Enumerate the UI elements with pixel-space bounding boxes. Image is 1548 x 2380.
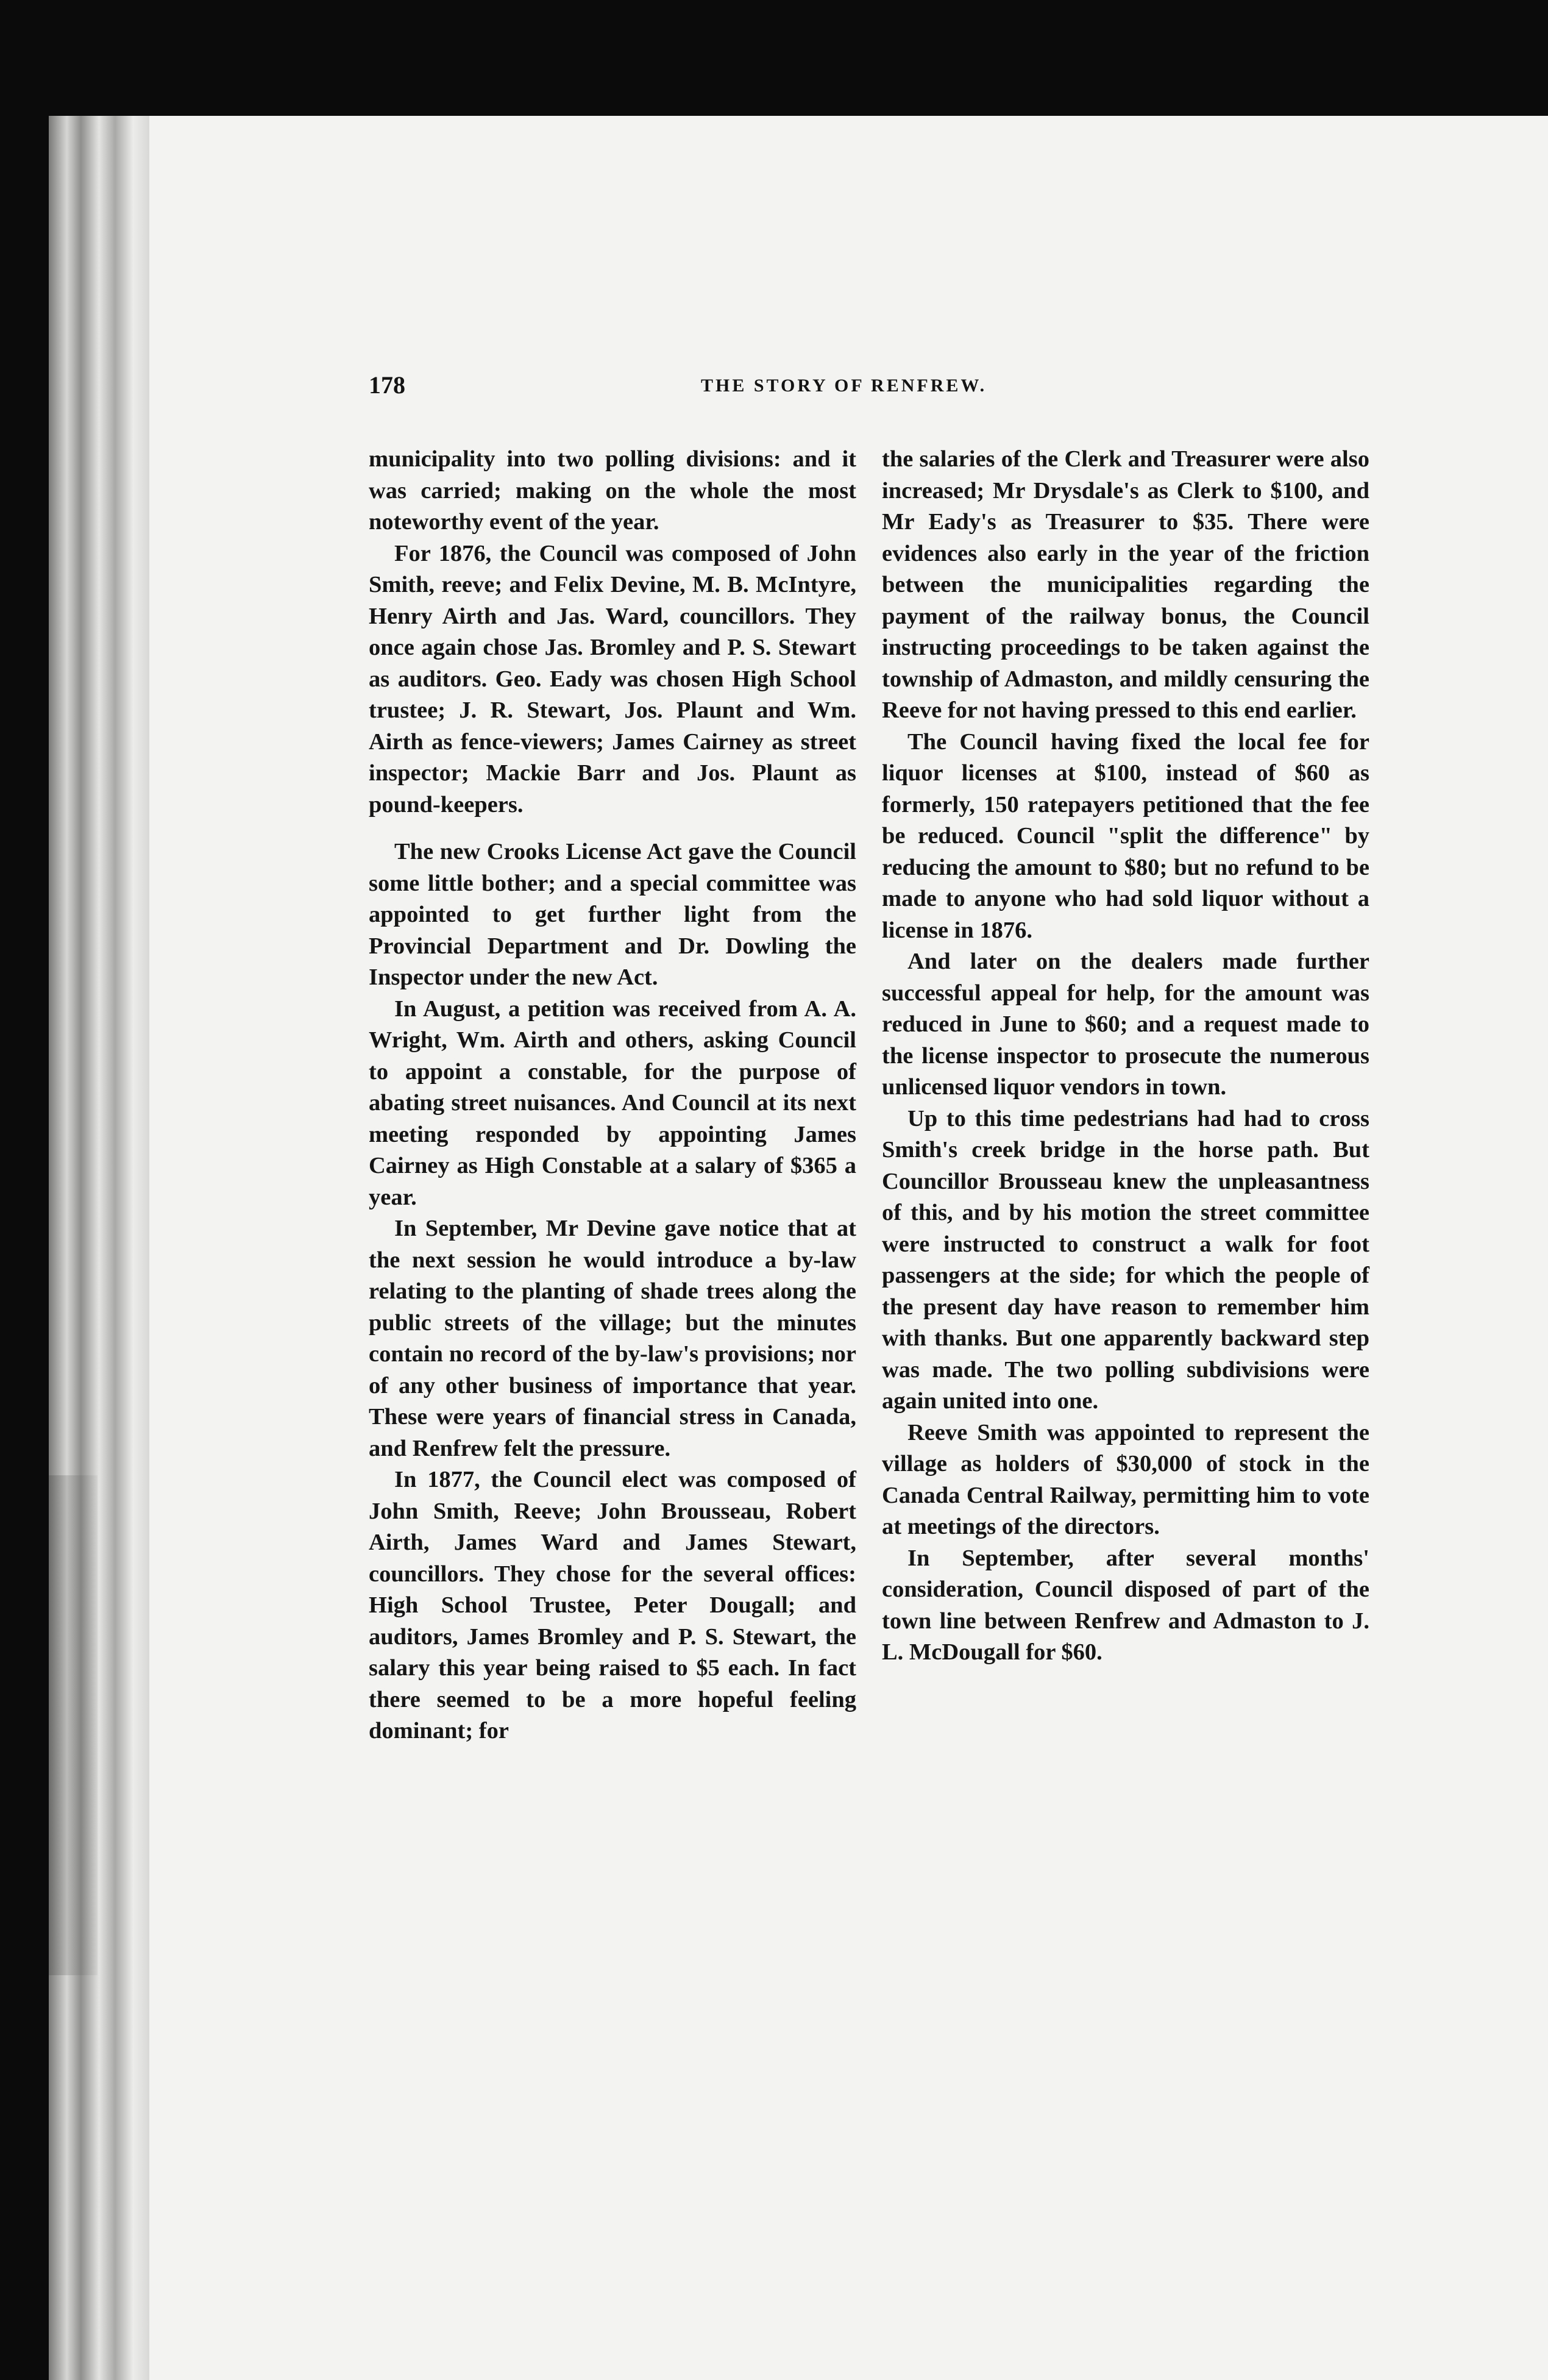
paragraph: And later on the dealers made further successful appeal for help, for the amount was reduced in June to $60; and a request made to the license inspector to prosecute the numerous unlicensed liquor vendors in town. — [882, 949, 1369, 1100]
paragraph: In September, Mr Devine gave notice that at the next session he would introduce a by-law relating to the planting of shade trees along the public streets of the village; but the minutes contain no record of the by-law's provisions; nor of any other business of importance that year. These were years of financial stress in Canada, and Renfrew felt the pressure. — [369, 1216, 856, 1461]
page-number: 178 — [369, 371, 405, 399]
paragraph: The new Crooks License Act gave the Council some little bother; and a special committee was appointed to get further light from the Provincial Department and Dr. Dowling the Inspector under the new Act. — [369, 839, 856, 990]
page-header — [369, 371, 1131, 407]
paragraph: The Council having fixed the local fee for liquor licenses at $100, instead of $60 as formerly, 150 ratepayers petitioned that the fee be reduced. Council "split the difference" by reducing the amount to $80; but no refund to be made to anyone who had sold liquor without a license in 1876. — [882, 729, 1369, 943]
paragraph: In 1877, the Council elect was composed of John Smith, Reeve; John Brousseau, Robert Airth, James Ward and James Stewart, councillors. They chose for the several offices: High School Trustee, Peter Dougall; and auditors, James Bromley and P. S. Stewart, the salary this year being raised to $5 each. In fact there seemed to be a more hopeful feeling dominant; for — [369, 1467, 856, 1744]
paragraph: In September, after several months' consideration, Council disposed of part of the town line between Renfrew and Admaston to J. L. McDougall for $60. — [882, 1545, 1369, 1665]
page-binding-edge — [49, 116, 149, 2380]
paragraph: Reeve Smith was appointed to represent the village as holders of $30,000 of stock in the Canada Central Railway, permitting him to vote at meetings of the directors. — [882, 1419, 1369, 1539]
paragraph: the salaries of the Clerk and Treasurer were also increased; Mr Drysdale's as Clerk to $100, and Mr Eady's as Treasurer to $35. There were evidences also early in the year of the friction between the municipalities regarding the payment of the railway bonus, the Council instructing proceedings to be taken against the township of Admaston, and mildly censuring the Reeve for not having pressed to this end earlier. — [882, 446, 1369, 723]
running-title: THE STORY OF RENFREW. — [701, 376, 987, 396]
right-text-column — [882, 444, 1369, 1669]
paragraph: In August, a petition was received from A. A. Wright, Wm. Airth and others, asking Council to appoint a constable, for the purpose of abating street nuisances. And Council at its next meeting responded by appointing James Cairney as High Constable at a salary of $365 a year. — [369, 996, 856, 1210]
paragraph: For 1876, the Council was composed of John Smith, reeve; and Felix Devine, M. B. McIntyre, Henry Airth and Jas. Ward, councillors. They once again chose Jas. Bromley and P. S. Stewart as auditors. Geo. Eady was chosen High School trustee; J. R. Stewart, Jos. Plaunt and Wm. Airth as fence-viewers; James Cairney as street inspector; Mackie Barr and Jos. Plaunt as pound-keepers. — [369, 540, 856, 818]
library-stamp-mark — [49, 1475, 98, 1975]
paragraph: municipality into two polling divisions: and it was carried; making on the whole the most noteworthy event of the year. — [369, 446, 856, 535]
left-text-column — [369, 444, 856, 1747]
paragraph: Up to this time pedestrians had had to cross Smith's creek bridge in the horse path. But Councillor Brousseau knew the unpleasantness of this, and by his motion the street committee were instructed to construct a walk for foot passengers at the side; for which the people of the present day have reason to remember him with thanks. But one apparently backward step was made. The two polling subdivisions were again united into one. — [882, 1105, 1369, 1414]
